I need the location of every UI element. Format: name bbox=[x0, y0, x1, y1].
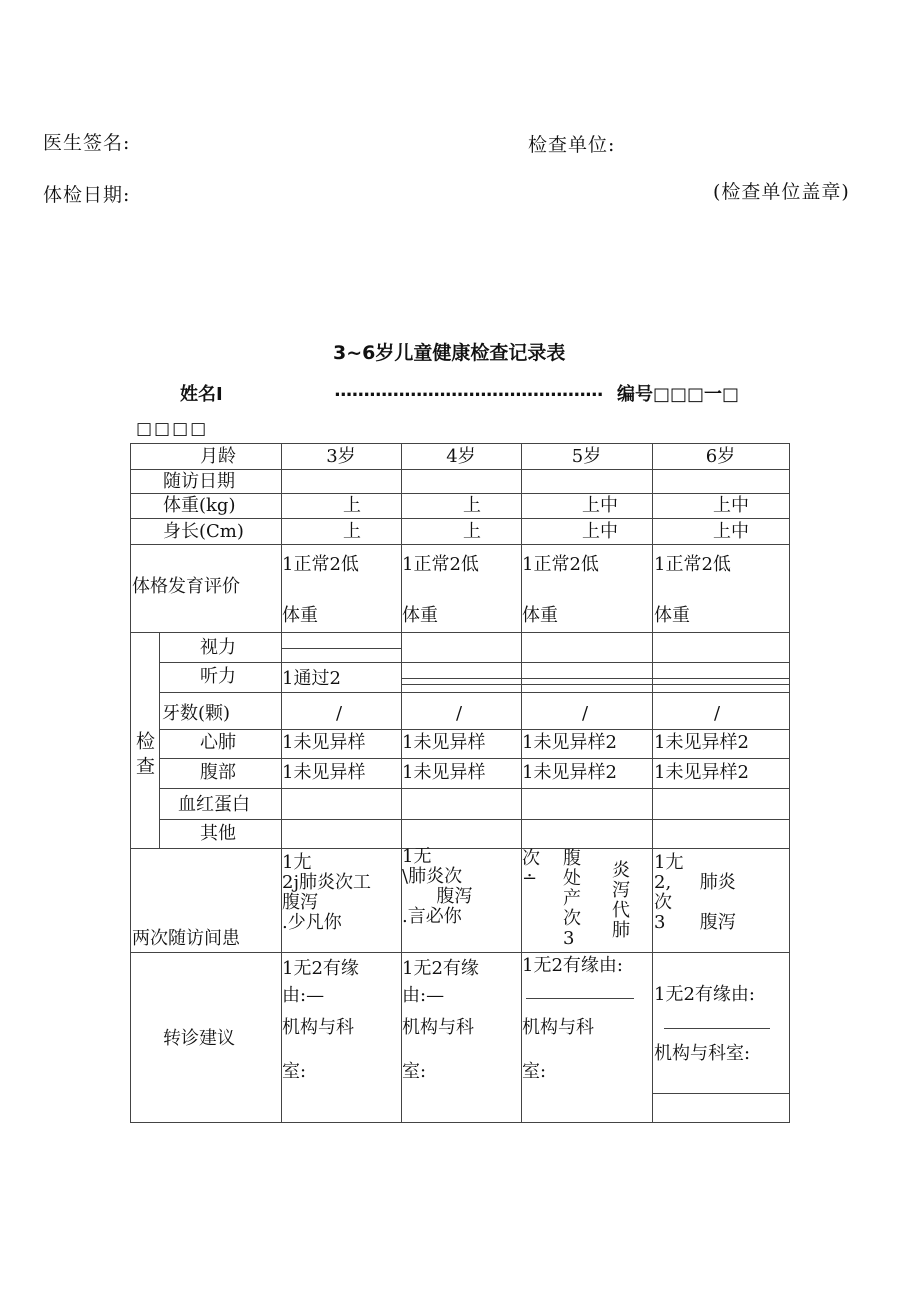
development-6-line1: 1正常2低 bbox=[654, 554, 731, 575]
development-3-line1: 1正常2低 bbox=[282, 554, 359, 575]
referral-4: 1无2有缘 由:— bbox=[402, 958, 479, 1006]
development-3-line2: 体重 bbox=[282, 605, 318, 626]
teeth-6: / bbox=[714, 703, 721, 724]
heart-lung-5: 1未见异样2 bbox=[522, 732, 617, 753]
weight-3: 上 bbox=[343, 495, 361, 516]
grid-line bbox=[401, 684, 790, 685]
abdomen-6: 1未见异样2 bbox=[654, 762, 749, 783]
development-label: 体格发育评价 bbox=[132, 576, 240, 597]
illness-6: 1尢 2, 肺炎 次 3 腹泻 bbox=[654, 852, 736, 933]
age-6: 6岁 bbox=[705, 446, 736, 467]
abdomen-3: 1未见异样 bbox=[282, 762, 366, 783]
grid-line bbox=[130, 632, 790, 633]
weight-4: 上 bbox=[463, 495, 481, 516]
code-boxes: □□□□ bbox=[136, 419, 209, 439]
grid-line bbox=[130, 518, 790, 519]
referral-label: 转诊建议 bbox=[163, 1028, 235, 1049]
referral-6: 1无2有缘由: bbox=[654, 984, 755, 1005]
grid-line bbox=[159, 632, 160, 848]
teeth-4: / bbox=[456, 703, 463, 724]
hearing-3: 1通过2 bbox=[282, 668, 341, 689]
grid-line bbox=[130, 443, 790, 444]
referral-5-underline bbox=[526, 998, 634, 999]
vision-label: 视力 bbox=[200, 637, 236, 658]
grid-line bbox=[130, 443, 131, 1123]
illness-4: 1无 \肺炎次 腹泻 .言必你 bbox=[402, 846, 473, 927]
height-3: 上 bbox=[343, 521, 361, 542]
name-label: 姓名I bbox=[180, 384, 223, 405]
exam-date-label: 体检日期: bbox=[43, 184, 131, 206]
referral-3-institution: 机构与科 室: bbox=[282, 1017, 354, 1082]
grid-line bbox=[652, 1093, 790, 1094]
hemoglobin-label: 血红蛋白 bbox=[178, 794, 250, 815]
development-6-line2: 体重 bbox=[654, 605, 690, 626]
grid-line bbox=[159, 819, 790, 820]
illness-5-right: 炎 泻 代 肺 bbox=[612, 860, 630, 941]
health-check-table bbox=[130, 443, 790, 1123]
height-4: 上 bbox=[463, 521, 481, 542]
illness-5-left: 次 ∸ bbox=[522, 848, 540, 889]
age-3: 3岁 bbox=[326, 446, 356, 467]
other-label: 其他 bbox=[200, 823, 236, 844]
development-5-line2: 体重 bbox=[522, 605, 558, 626]
development-4-line2: 体重 bbox=[402, 605, 438, 626]
development-5-line1: 1正常2低 bbox=[522, 554, 599, 575]
height-5: 上中 bbox=[582, 521, 618, 542]
grid-line bbox=[401, 678, 790, 679]
check-unit-label: 检查单位: bbox=[528, 134, 616, 156]
development-4-line1: 1正常2低 bbox=[402, 554, 479, 575]
referral-6-underline bbox=[664, 1028, 770, 1029]
height-label: 身长(Cm) bbox=[163, 521, 244, 542]
teeth-label: 牙数(颗) bbox=[162, 703, 231, 724]
weight-6: 上中 bbox=[713, 495, 749, 516]
referral-3: 1无2有缘 由:— bbox=[282, 958, 359, 1006]
visit-date-label: 随访日期 bbox=[163, 471, 235, 492]
weight-5: 上中 bbox=[582, 495, 618, 516]
referral-5-institution: 机构与科 室: bbox=[522, 1017, 594, 1082]
height-6: 上中 bbox=[713, 521, 749, 542]
grid-line bbox=[159, 692, 790, 693]
form-title: 3~6岁儿童健康检查记录表 bbox=[333, 342, 566, 364]
grid-line bbox=[159, 758, 790, 759]
heart-lung-4: 1未见异样 bbox=[402, 732, 486, 753]
illness-3: 1尢 2j肺炎次工 腹泻 .少凡你 bbox=[282, 852, 372, 933]
abdomen-5: 1未见异样2 bbox=[522, 762, 617, 783]
grid-line bbox=[159, 729, 790, 730]
grid-line bbox=[130, 952, 790, 953]
teeth-3: / bbox=[336, 703, 343, 724]
grid-line bbox=[130, 469, 790, 470]
grid-line bbox=[130, 544, 790, 545]
age-5: 5岁 bbox=[571, 446, 602, 467]
grid-line bbox=[130, 493, 790, 494]
heart-lung-6: 1未见异样2 bbox=[654, 732, 749, 753]
referral-6-institution: 机构与科室: bbox=[654, 1043, 751, 1064]
grid-line bbox=[652, 443, 653, 1123]
referral-4-institution: 机构与科 室: bbox=[402, 1017, 474, 1082]
abdomen-label: 腹部 bbox=[200, 762, 236, 783]
teeth-5: / bbox=[582, 703, 589, 724]
hearing-label: 听力 bbox=[200, 666, 236, 687]
illness-5-mid: 腹 处 产 次 3 bbox=[563, 848, 581, 949]
grid-line bbox=[281, 648, 401, 649]
abdomen-4: 1未见异样 bbox=[402, 762, 486, 783]
referral-5: 1无2有缘由: bbox=[522, 955, 623, 976]
heart-lung-3: 1未见异样 bbox=[282, 732, 366, 753]
grid-line bbox=[130, 1122, 790, 1123]
age-4: 4岁 bbox=[446, 446, 476, 467]
exam-group-label: 检查 bbox=[133, 731, 155, 781]
grid-line bbox=[789, 443, 790, 1123]
unit-seal-label: (检查单位盖章) bbox=[713, 181, 850, 203]
age-header: 月龄 bbox=[200, 446, 236, 467]
grid-line bbox=[159, 788, 790, 789]
number-label: 编号□□□一□ bbox=[617, 384, 740, 405]
grid-line bbox=[159, 662, 790, 663]
weight-label: 体重(kg) bbox=[163, 495, 236, 516]
dot-leader: .............................................. bbox=[334, 380, 603, 401]
doctor-sign-label: 医生签名: bbox=[43, 132, 131, 154]
illness-label: 两次随访间患 bbox=[132, 928, 240, 949]
heart-lung-label: 心肺 bbox=[200, 732, 236, 753]
